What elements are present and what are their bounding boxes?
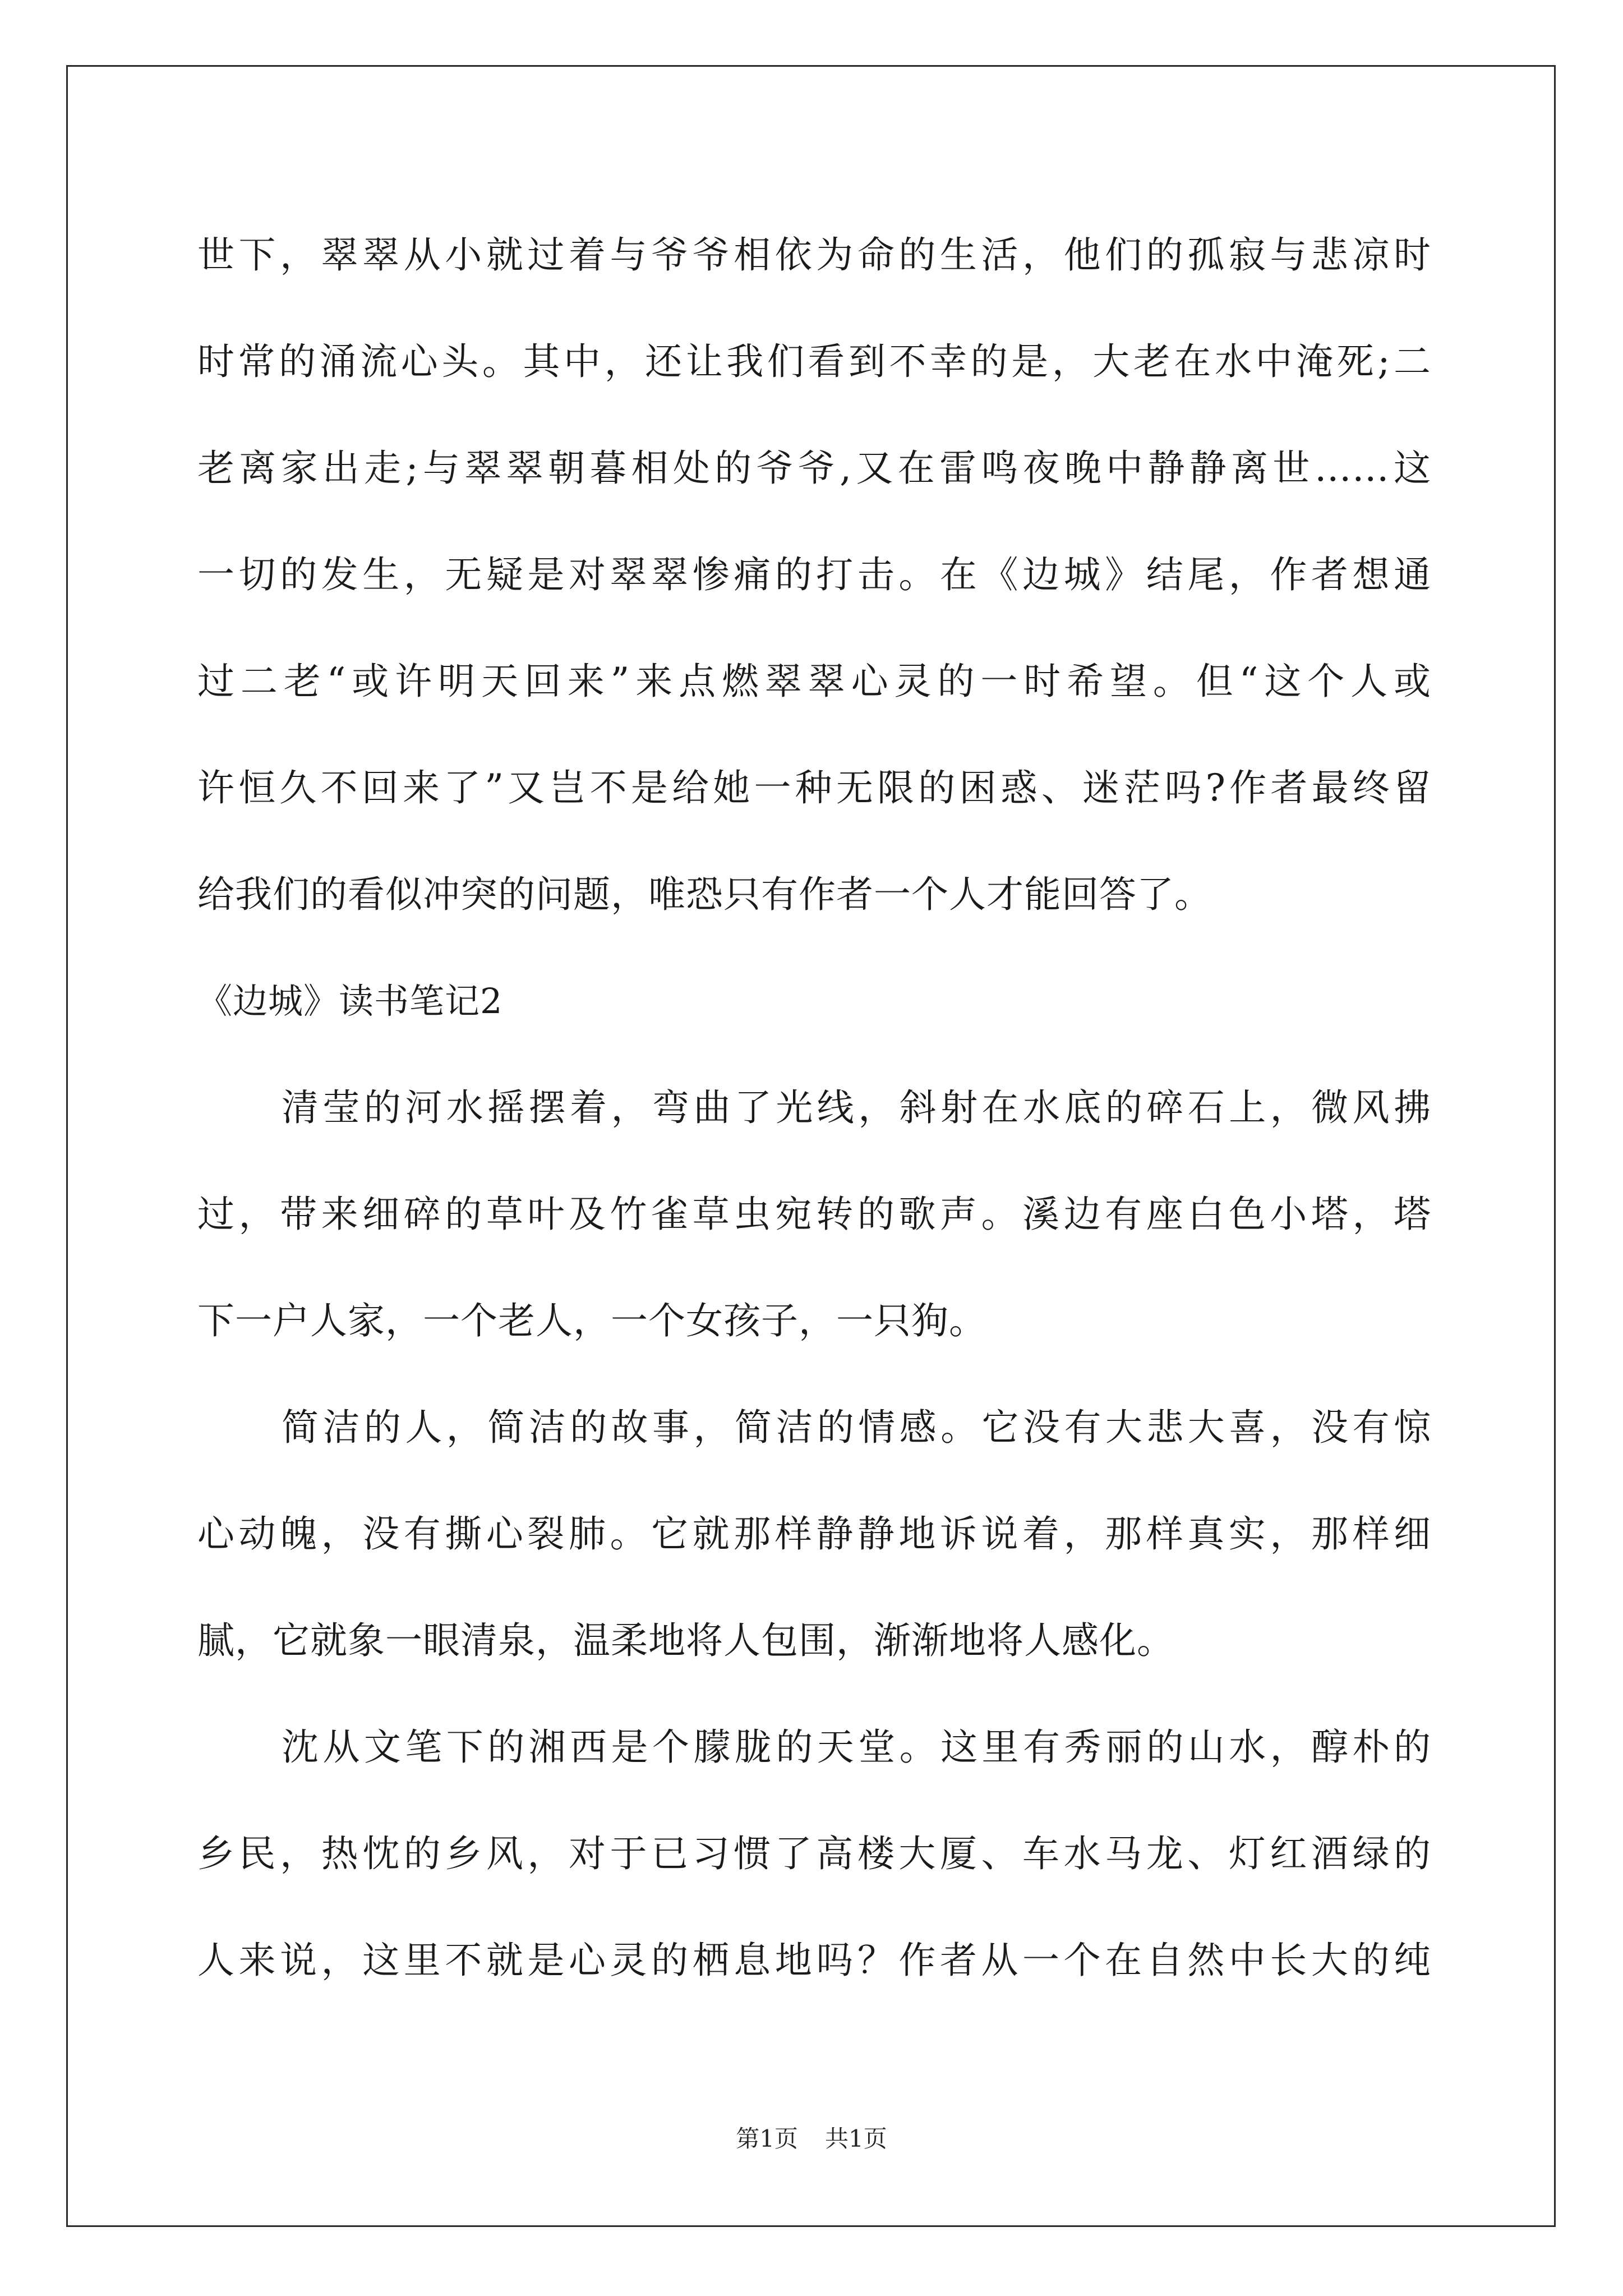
text-line: 下一户人家，一个老人，一个女孩子，一只狗。 <box>197 1299 986 1342</box>
text-line: 腻，它就象一眼清泉，温柔地将人包围，渐渐地将人感化。 <box>197 1619 1174 1662</box>
text-line: 清莹的河水摇摆着，弯曲了光线，斜射在水底的碎石上，微风拂 <box>282 1086 1431 1129</box>
text-line: 乡民，热忱的乡风，对于已习惯了高楼大厦、车水马龙、灯红酒绿的 <box>197 1832 1431 1875</box>
text-line: 过，带来细碎的草叶及竹雀草虫宛转的歌声。溪边有座白色小塔，塔 <box>197 1193 1431 1236</box>
document-body <box>197 202 1431 2014</box>
text-line: 老离家出走;与翠翠朝暮相处的爷爷,又在雷鸣夜晚中静静离世……这 <box>197 447 1431 490</box>
text-line: 给我们的看似冲突的问题，唯恐只有作者一个人才能回答了。 <box>197 873 1212 916</box>
text-line: 许恒久不回来了”又岂不是给她一种无限的困惑、迷茫吗?作者最终留 <box>197 766 1431 809</box>
section-heading: 《边城》读书笔记2 <box>197 981 503 1022</box>
text-line: 过二老“或许明天回来”来点燃翠翠心灵的一时希望。但“这个人或 <box>197 660 1431 703</box>
page-total: 共1页 <box>825 2125 887 2152</box>
text-line: 世下，翠翠从小就过着与爷爷相依为命的生活，他们的孤寂与悲凉时 <box>197 233 1431 277</box>
text-line: 时常的涌流心头。其中，还让我们看到不幸的是，大老在水中淹死;二 <box>197 340 1431 383</box>
text-line: 人来说，这里不就是心灵的栖息地吗？作者从一个在自然中长大的纯 <box>197 1939 1431 1982</box>
text-line: 心动魄，没有撕心裂肺。它就那样静静地诉说着，那样真实，那样细 <box>197 1512 1431 1556</box>
page-number: 第1页 <box>736 2125 798 2152</box>
text-line: 沈从文笔下的湘西是个朦胧的天堂。这里有秀丽的山水，醇朴的 <box>282 1726 1431 1769</box>
text-line: 简洁的人，简洁的故事，简洁的情感。它没有大悲大喜，没有惊 <box>282 1406 1431 1449</box>
page-footer <box>0 2120 1623 2154</box>
text-line: 一切的发生，无疑是对翠翠惨痛的打击。在《边城》结尾，作者想通 <box>197 553 1431 596</box>
